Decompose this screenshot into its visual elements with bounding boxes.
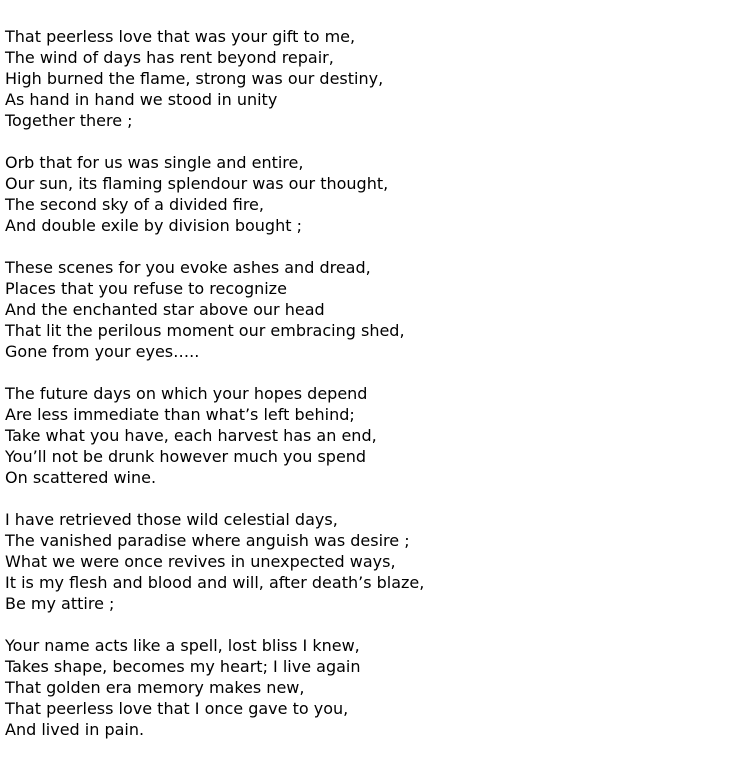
poem-line: And lived in pain. [5,720,145,739]
poem-line: That peerless love that I once gave to you, [5,699,349,718]
stanza [5,383,424,488]
stanza [5,635,424,740]
stanza [5,257,424,362]
poem-line: And double exile by division bought ; [5,216,302,235]
poem-line: The second sky of a divided fire, [5,195,264,214]
poem-line: These scenes for you evoke ashes and dread, [5,258,371,277]
poem-line: You’ll not be drunk however much you spend [5,447,367,466]
poem-line: Are less immediate than what’s left behind; [5,405,355,424]
poem-line: Gone from your eyes….. [5,342,200,361]
poem-line: The wind of days has rent beyond repair, [5,48,334,67]
poem-line: Places that you refuse to recognize [5,279,287,298]
poem-line: Our sun, its flaming splendour was our thought, [5,174,389,193]
poem-line: It is my flesh and blood and will, after death’s blaze, [5,573,425,592]
poem-line: I have retrieved those wild celestial days, [5,510,338,529]
poem-line: That golden era memory makes new, [5,678,305,697]
poem-line: What we were once revives in unexpected ways, [5,552,396,571]
poem-line: The future days on which your hopes depend [5,384,368,403]
poem-line: The vanished paradise where anguish was desire ; [5,531,410,550]
stanza [5,26,424,131]
poem-line: On scattered wine. [5,468,157,487]
stanza [5,509,424,614]
poem-text [5,26,424,761]
poem-line: Be my attire ; [5,594,115,613]
poem-line: Together there ; [5,111,133,130]
poem-line: Takes shape, becomes my heart; I live again [5,657,361,676]
poem-line: High burned the flame, strong was our destiny, [5,69,384,88]
poem-line: Your name acts like a spell, lost bliss I knew, [5,636,360,655]
poem-line: Take what you have, each harvest has an end, [5,426,377,445]
poem-line: That peerless love that was your gift to me, [5,27,356,46]
poem-line: And the enchanted star above our head [5,300,325,319]
stanza [5,152,424,236]
poem-line: Orb that for us was single and entire, [5,153,304,172]
poem-line: As hand in hand we stood in unity [5,90,278,109]
poem-line: That lit the perilous moment our embracing shed, [5,321,405,340]
